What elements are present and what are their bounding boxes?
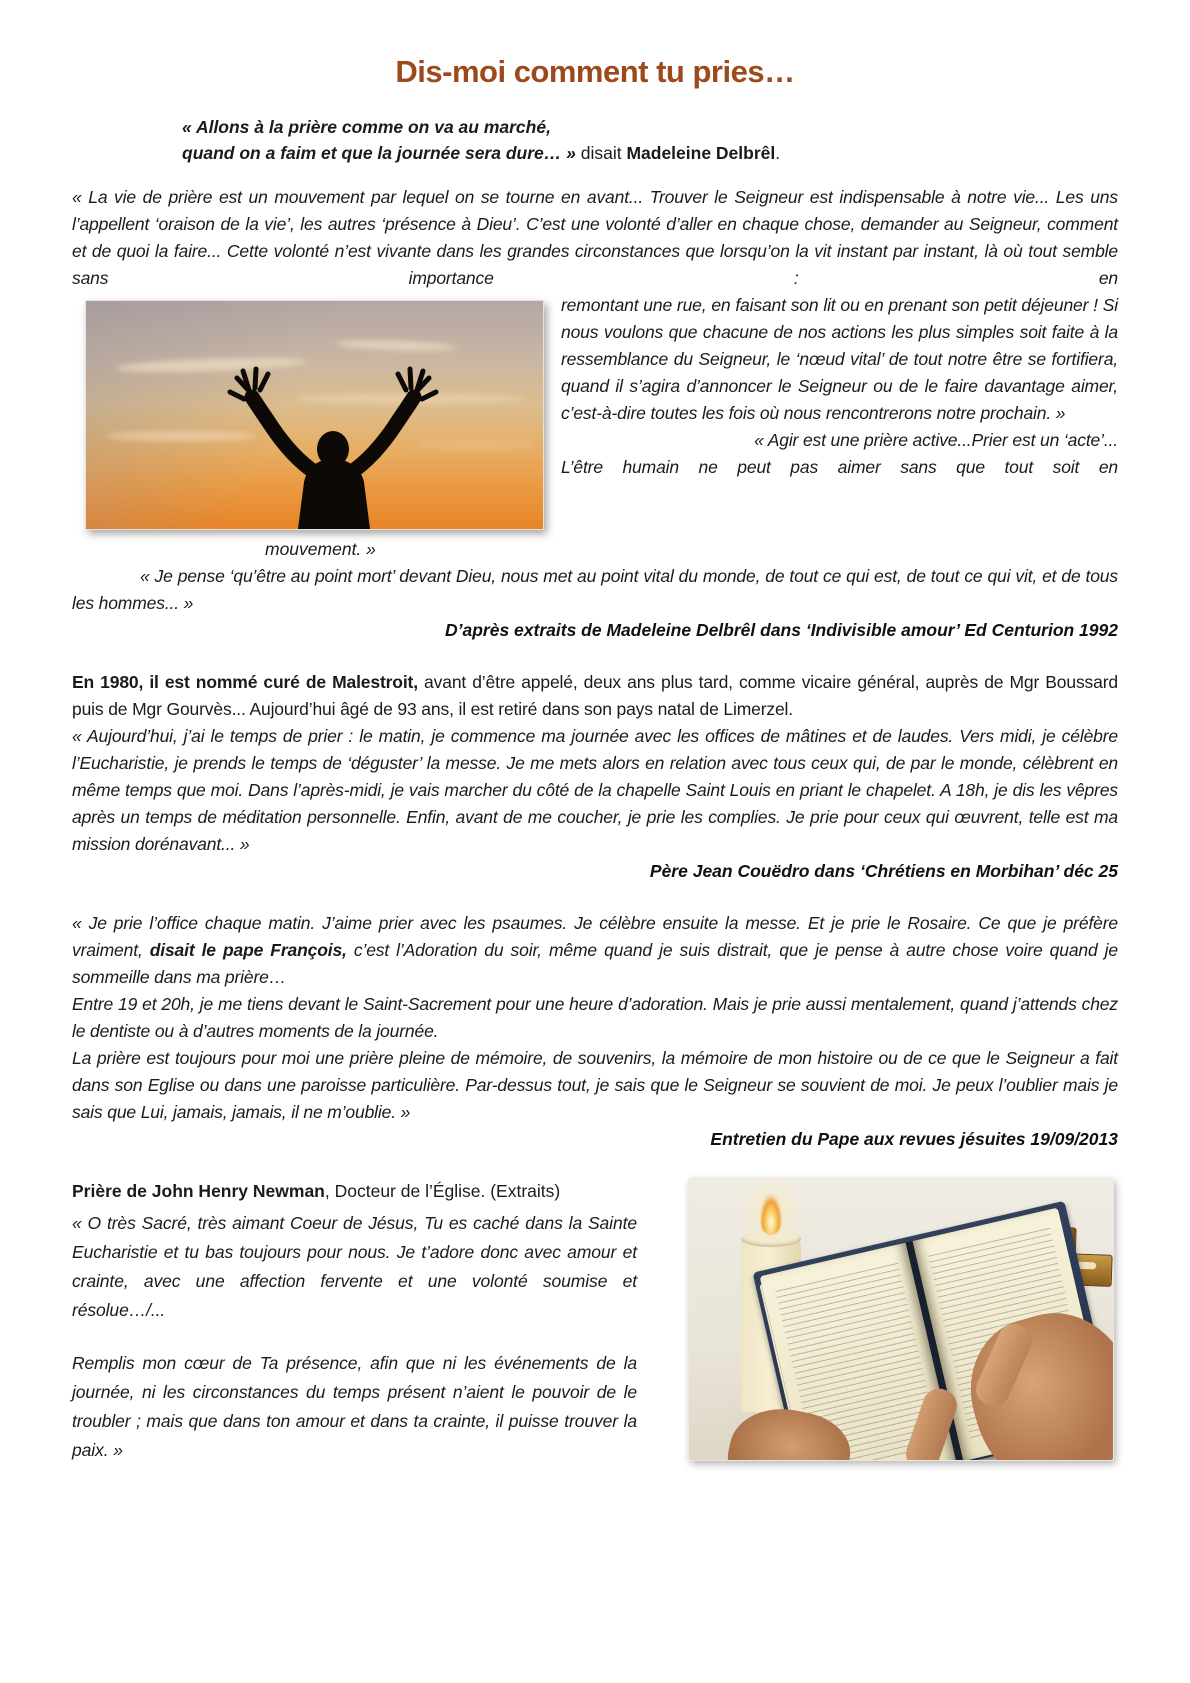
couedro-lead-bold: En 1980, il est nommé curé de Malestroit, bbox=[72, 672, 418, 692]
newman-heading-rest: , Docteur de l’Église. (Extraits) bbox=[324, 1181, 561, 1201]
newman-heading bbox=[72, 1178, 637, 1205]
newman-paragraph-1: « O très Sacré, très aimant Coeur de Jésus, Tu es caché dans la Sainte Eucharistie et tu bas toujours pour nous. Je t’adore donc avec amour et crainte, avec une affection fervente et une volonté soumise et résolue…/... bbox=[72, 1213, 637, 1320]
prayer-book-photo bbox=[688, 1178, 1114, 1461]
sunset-silhouette-photo bbox=[85, 300, 544, 530]
delbrel-agir-line: « Agir est une prière active...Prier est un ‘acte’... bbox=[754, 430, 1118, 450]
newman-paragraph-2: Remplis mon cœur de Ta présence, afin que ni les événements de la journée, ni les circonstances du temps présent n’aient le pouvoir de le troubler ; mais que dans ton amour et dans ta crainte, il puisse trouver la paix. » bbox=[72, 1353, 637, 1460]
pape-paragraph-1 bbox=[72, 910, 1118, 991]
intro-quote-period: . bbox=[775, 143, 781, 163]
newman-section bbox=[72, 1178, 1118, 1578]
pape-paragraph-3: La prière est toujours pour moi une prière pleine de mémoire, de souvenirs, la mémoire de mon histoire ou de ce que le Seigneur a fait dans son Eglise ou dans une paroisse particulière. Par-dessus tout, je sais que le Seigneur se souvient de moi. Je peux l’oublier mais je sais que Lui, jamais, jamais, il ne m’oublie. » bbox=[72, 1048, 1118, 1122]
pape-attribution: Entretien du Pape aux revues jésuites 19/09/2013 bbox=[710, 1129, 1118, 1149]
pape-q1a: « Je prie l’office chaque matin. J’aime prier avec les psaumes. Je célèbre ensuite la messe. Et je prie le Rosaire. Ce que je préfère vraiment, bbox=[72, 913, 1118, 960]
intro-quote-line1: « Allons à la prière comme on va au marché, bbox=[182, 117, 551, 137]
intro-quote-line2: quand on a faim et que la journée sera dure… » bbox=[182, 143, 576, 163]
pape-paragraph-2: Entre 19 et 20h, je me tiens devant le Saint-Sacrement pour une heure d’adoration. Mais je prie aussi mentalement, quand j’attends chez le dentiste ou à d’autres moments de la journée. bbox=[72, 994, 1118, 1041]
couedro-lead-paragraph bbox=[72, 669, 1118, 723]
delbrel-etre-line: L’être humain ne peut pas aimer sans que tout soit en bbox=[561, 457, 1118, 477]
intro-quote bbox=[182, 114, 1118, 166]
pape-q1c: c’est l’Adoration du soir, même quand je suis distrait, que je pense à autre chose voire quand je sommeille dans ma prière… bbox=[72, 940, 1119, 987]
paragraph-gap bbox=[72, 1325, 637, 1349]
delbrel-attribution: D’après extraits de Madeleine Delbrêl dans ‘Indivisible amour’ Ed Centurion 1992 bbox=[445, 620, 1118, 640]
delbrel-wrap-paragraph: remontant une rue, en faisant son lit ou en prenant son petit déjeuner ! Si nous voulons que chacune de nos actions les plus simples soit faite à la ressemblance du Seigneur, le ‘nœud vital’ de tout notre être se fortifiera, quand il s’agira d’annoncer le Seigneur ou de le faire davantage aimer, c’est-à-dire toutes les fois où nous rencontrerons notre prochain. » bbox=[561, 295, 1118, 423]
couedro-quote: « Aujourd’hui, j’ai le temps de prier : le matin, je commence ma journée avec les offices de mâtines et de laudes. Vers midi, je célèbre l’Eucharistie, je prends le temps de ‘déguster’ la messe. Je me mets alors en relation avec tous ceux qui, de par le monde, célèbrent en même temps que moi. Dans l’après-midi, je vais marcher du côté de la chapelle Saint Louis en priant le chapelet. A 18h, je dis les vêpres après un temps de méditation personnelle. Enfin, avant de me coucher, je prie les complies. Je prie pour ceux qui œuvrent, telle est ma mission dorénavant... » bbox=[72, 726, 1118, 854]
couedro-lead-rest: avant d’être appelé, deux ans plus tard, comme vicaire général, auprès de Mgr Boussard puis de Mgr Gourvès... Aujourd’hui âgé de 93 ans, il est retiré dans son pays natal de Limerzel. bbox=[72, 672, 1118, 719]
delbrel-paragraph-1: « La vie de prière est un mouvement par lequel on se tourne en avant... Trouver le Seigneur est indispensable à notre vie... Les uns l’appellent ‘oraison de la vie’, les autres ‘présence à Dieu’. C’est une volonté d’aller en chaque chose, demander au Seigneur, comment et de quoi la faire... Cette volonté n’est vivante dans les grandes circonstances que lorsqu’on la vit instant par instant, là où tout semble sans importance : en bbox=[72, 187, 1118, 288]
page-title: Dis-moi comment tu pries… bbox=[395, 54, 795, 89]
delbrel-mouvement-line: mouvement. » bbox=[265, 539, 376, 559]
delbrel-pense-paragraph: « Je pense ‘qu’être au point mort’ devant Dieu, nous met au point vital du monde, de tout ce qui est, de tout ce qui vit, et de tous les hommes... » bbox=[72, 566, 1118, 613]
pape-q1-bold: disait le pape François, bbox=[149, 940, 347, 960]
newman-heading-bold: Prière de John Henry Newman bbox=[72, 1181, 325, 1201]
newman-text-column bbox=[72, 1178, 637, 1465]
couedro-attribution: Père Jean Couëdro dans ‘Chrétiens en Morbihan’ déc 25 bbox=[649, 861, 1118, 881]
person-silhouette bbox=[86, 301, 543, 529]
section-gap bbox=[72, 884, 1118, 910]
intro-quote-author: Madeleine Delbrêl bbox=[626, 143, 776, 163]
section-gap bbox=[72, 643, 1118, 669]
intro-quote-mid: disait bbox=[575, 143, 627, 163]
